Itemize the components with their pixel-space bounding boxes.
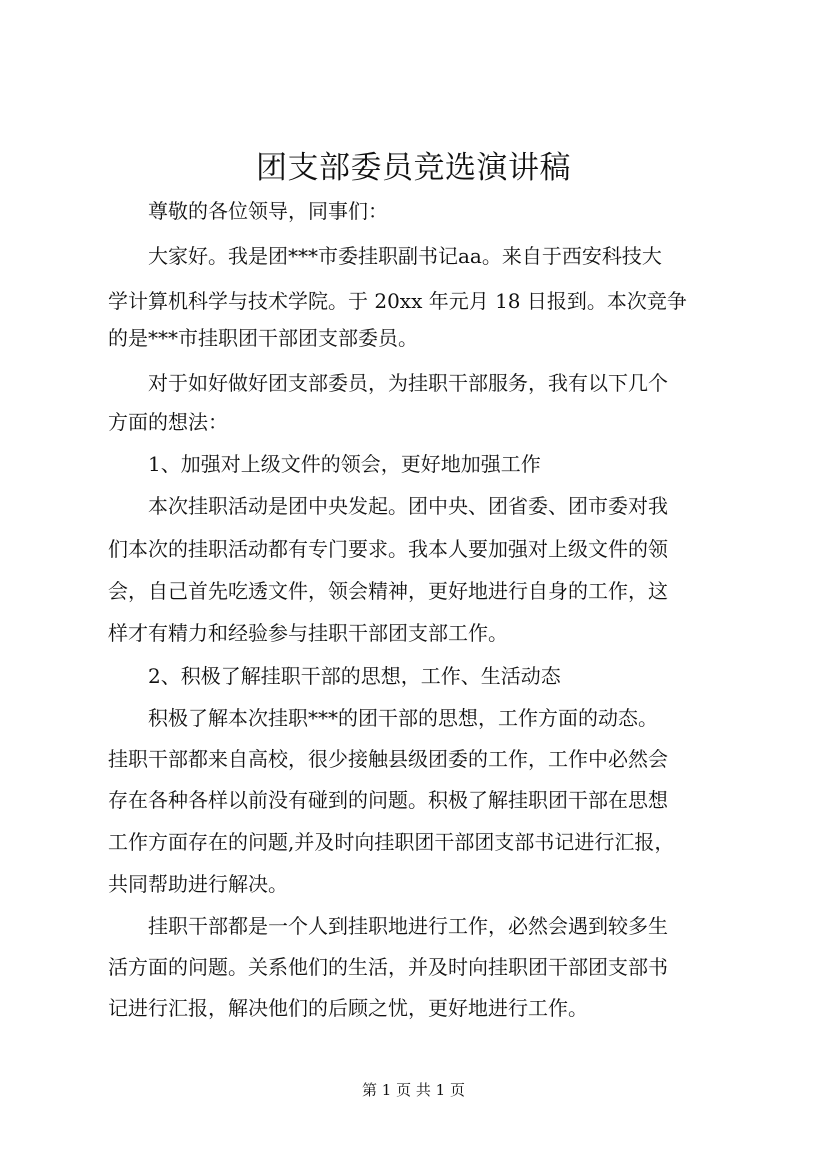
paragraph-line: 大家好。我是团***市委挂职副书记aa。来自于西安科技大 [148, 244, 662, 268]
paragraph-line: 的是***市挂职团干部团支部委员。 [108, 326, 418, 350]
paragraph-line: 存在各种各样以前没有碰到的问题。积极了解挂职团干部在思想 [108, 788, 668, 812]
paragraph-line: 积极了解本次挂职***的团干部的思想，工作方面的动态。 [148, 706, 658, 730]
paragraph-line: 共同帮助进行解决。 [108, 872, 288, 896]
paragraph-line: 们本次的挂职活动都有专门要求。我本人要加强对上级文件的领 [108, 537, 668, 561]
paragraph-line: 工作方面存在的问题,并及时向挂职团干部团支部书记进行汇报， [108, 830, 675, 854]
paragraph-line: 会，自己首先吃透文件，领会精神，更好地进行自身的工作，这 [108, 579, 668, 603]
paragraph-line: 本次挂职活动是团中央发起。团中央、团省委、团市委对我 [148, 494, 668, 518]
document-title: 团支部委员竞选演讲稿 [256, 150, 571, 186]
paragraph-line: 挂职干部都是一个人到挂职地进行工作，必然会遇到较多生 [148, 914, 668, 938]
page-number-footer: 第 1 页 共 1 页 [362, 1081, 465, 1099]
paragraph-line: 记进行汇报，解决他们的后顾之忧，更好地进行工作。 [108, 996, 588, 1020]
paragraph-line: 方面的想法： [108, 410, 228, 434]
section-heading: 1、加强对上级文件的领会，更好地加强工作 [148, 452, 541, 476]
greeting: 尊敬的各位领导，同事们： [148, 199, 388, 223]
paragraph-line: 对于如好做好团支部委员，为挂职干部服务，我有以下几个 [148, 371, 668, 395]
paragraph-line: 挂职干部都来自高校，很少接触县级团委的工作，工作中必然会 [108, 747, 668, 771]
paragraph-line: 活方面的问题。关系他们的生活，并及时向挂职团干部团支部书 [108, 955, 668, 979]
paragraph-line: 样才有精力和经验参与挂职干部团支部工作。 [108, 621, 508, 645]
paragraph-line: 学计算机科学与技术学院。于 20xx 年元月 18 日报到。本次竞争 [108, 289, 687, 313]
section-heading: 2、积极了解挂职干部的思想，工作、生活动态 [148, 664, 561, 688]
